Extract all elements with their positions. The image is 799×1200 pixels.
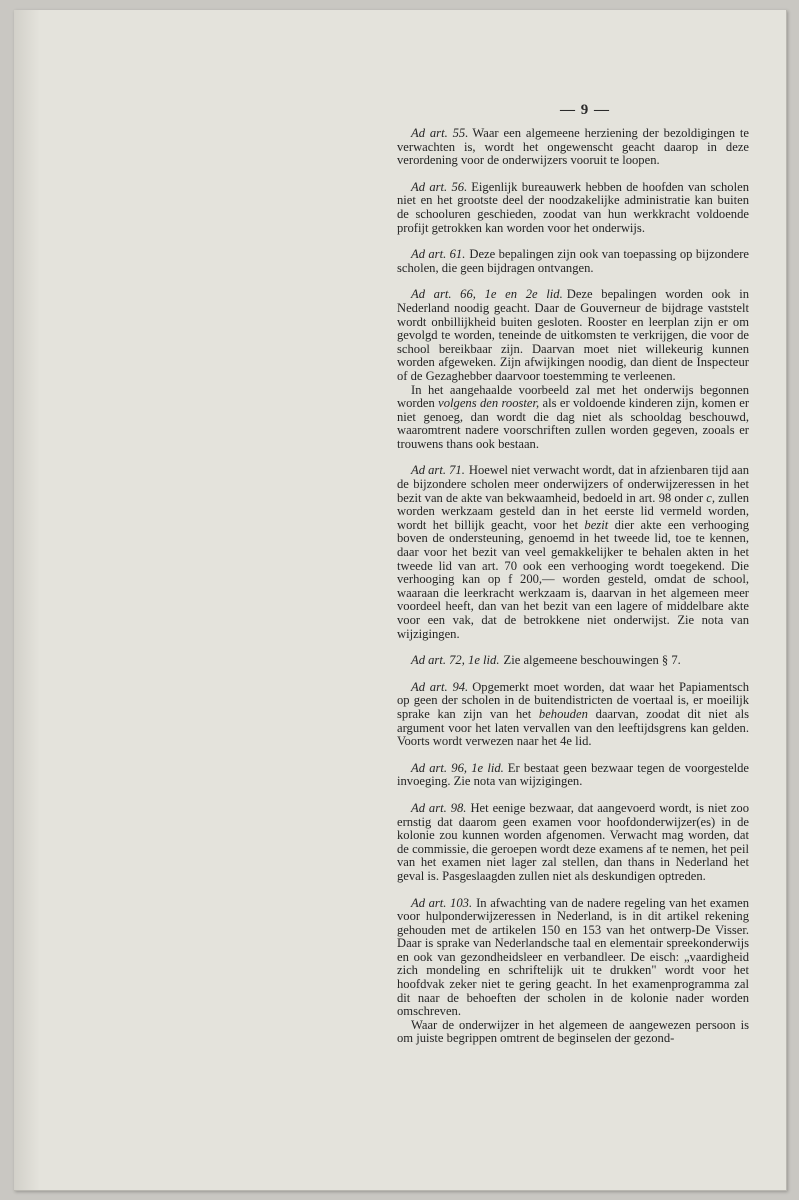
emphasized-text: bezit: [584, 517, 609, 532]
paragraph-art-56: [397, 181, 749, 235]
paragraph-text: Eigenlijk bureauwerk hebben de hoofden van scholen niet en het grootste deel der noodzakelijke administratie kan buiten de schooluren geschieden, zoodat van hun werkkracht voldoende profijt getrokken kan worden voor het onderwijs.: [397, 179, 749, 235]
paragraph-text: Deze bepalingen zijn ook van toepassing op bijzondere scholen, die geen bijdragen ontvangen.: [397, 247, 749, 275]
paragraph-text: In afwachting van de nadere regeling van het examen voor hulponderwijzeressen in Nederland, is in dit artikel rekening gehouden met de artikelen 150 en 153 van het ontwerp-De Visser. Daar is sprake van Nederlandsche taal en elementair spreekonderwijs en ook van gezondheidsleer en verbandleer. De eisch: „vaardigheid zich mondeling en schriftelijk uit te drukken" wordt voor het hoofdvak zeker niet te gering geacht. In het examenprogramma zal dit naar de behoeften der scholen in de kolonie nader worden omschreven.: [397, 895, 749, 1019]
paragraph-text: Waar een algemeene herziening der bezoldigingen te verwachten is, wordt het ongewenscht geacht daarop in deze verordening voor de onderwijzers vooruit te loopen.: [397, 126, 749, 168]
paragraph-art-66-continued: [397, 384, 749, 452]
article-reference: Ad art. 56.: [411, 179, 468, 194]
paragraph-text: Waar de onderwijzer in het algemeen de aangewezen persoon is om juiste begrippen omtrent de beginselen der gezond-: [397, 1017, 749, 1046]
article-reference: Ad art. 71.: [411, 463, 465, 478]
article-reference: Ad art. 98.: [411, 800, 467, 815]
paragraph-text: Zie algemeene beschouwingen § 7.: [503, 653, 681, 668]
page-number: — 9 —: [560, 102, 610, 118]
emphasized-text: behouden: [538, 706, 588, 721]
text-column: [397, 127, 749, 1046]
paragraph-text: als er voldoende kinderen zijn, komen er niet genoeg, dan wordt die dag niet als schooldag beschouwd, waaromtrent nadere voorschriften zullen worden gegeven, zooals er trouwens thans ook bestaan.: [397, 396, 750, 451]
article-reference: Ad art. 103.: [411, 895, 473, 910]
emphasized-text: c,: [706, 490, 716, 505]
paragraph-text: Er bestaat geen bezwaar tegen de voorgestelde invoeging. Zie nota van wijzigingen.: [397, 760, 749, 789]
paragraph-art-66: [397, 288, 749, 383]
paragraph-text: zullen worden werkzaam gesteld dan in het eerste lid vermeld worden, wordt het billijk geacht, voor het: [397, 490, 749, 532]
paragraph-text: daarvan, zoodat dit niet als argument voor het laten vervallen van den leeftijdsgrens kan gelden. Voorts wordt verwezen naar het 4e lid.: [397, 706, 750, 749]
emphasized-text: volgens den rooster,: [438, 396, 540, 411]
paragraph-text: In het aangehaalde voorbeeld zal met het onderwijs begonnen worden: [397, 382, 749, 411]
article-reference: Ad art. 61.: [411, 247, 466, 262]
paragraph-art-71: [397, 464, 749, 641]
paragraph-art-61: [397, 248, 749, 275]
article-reference: Ad art. 96, 1e lid.: [411, 760, 504, 775]
paragraph-text: Opgemerkt moet worden, dat waar het Papiamentsch op geen der scholen in de buitendistricten de voertaal is, er moeilijk sprake kan zijn van het: [397, 679, 749, 721]
paragraph-text: Hoewel niet verwacht wordt, dat in afzienbaren tijd aan de bijzondere scholen meer onderwijzers of onderwijzeressen in het bezit van de akte van bekwaamheid, bedoeld in art. 98 onder: [397, 463, 749, 505]
paragraph-art-72: [397, 654, 749, 668]
article-reference: Ad art. 94.: [411, 679, 469, 694]
article-reference: Ad art. 66, 1e en 2e lid.: [411, 287, 563, 302]
paragraph-art-96: [397, 762, 749, 789]
article-reference: Ad art. 72, 1e lid.: [411, 653, 500, 668]
paragraph-art-94: [397, 681, 749, 749]
paragraph-text: Het eenige bezwaar, dat aangevoerd wordt, is niet zoo ernstig dat daarom geen examen voor hoofdonderwijzer(es) in de kolonie zou kunnen worden afgenomen. Verwacht mag worden, dat de commissie, die geroepen wordt deze examens af te nemen, het peil van het examen niet lager zal stellen, dan thans in Nederland het geval is. Pasgeslaagden zullen niet als deskundigen optreden.: [397, 800, 749, 883]
article-reference: Ad art. 55.: [411, 126, 469, 140]
paragraph-text: dier akte een verhooging boven de ondersteuning, genoemd in het tweede lid, toe te kennen, daar voor het bezit van veel gemakkelijker te behalen akten in het tweede lid van art. 70 ook een verhooging wordt toegekend. Die verhooging kan op f 200,— worden gesteld, omdat de school, waaraan die leerkracht werkzaam is, daarvan in het algemeen meer voordeel heeft, dan van het bezit van een lagere of middelbare akte voor een vak, dat de betrokkene niet onderwijst. Zie nota van wijzigingen.: [397, 517, 750, 641]
paragraph-art-98: [397, 802, 749, 884]
paragraph-art-103: [397, 897, 749, 1019]
paragraph-text: Deze bepalingen worden ook in Nederland noodig geacht. Daar de Gouverneur de bijdrage vaststelt wordt onbillijkheid buiten gesloten. Rooster en leerplan zijn er om gevolgd te worden, teneinde de uitkomsten te verkrijgen, die voor de school bereikbaar zijn. Daarvan moet niet willekeurig kunnen worden afgeweken. Zijn afwijkingen noodig, dan dient de Inspecteur of de Gezaghebber daarvoor toestemming te verleenen.: [397, 287, 749, 383]
paragraph-art-55: [397, 127, 749, 168]
page-binding-edge: [14, 10, 40, 1190]
paragraph-art-103-continued: [397, 1019, 749, 1046]
